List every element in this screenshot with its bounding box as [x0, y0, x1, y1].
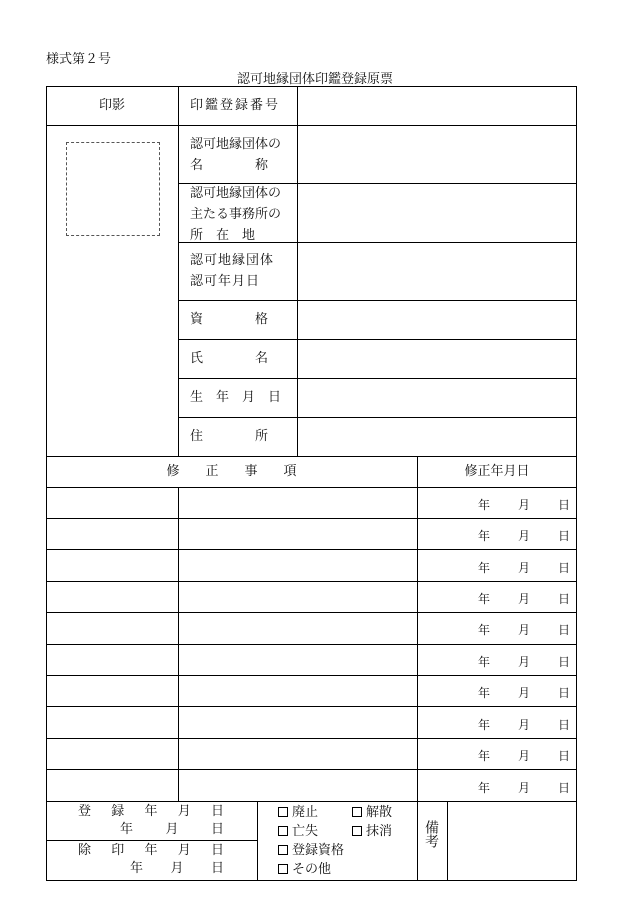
amendment-date-header: 修正年月日 — [464, 464, 530, 479]
removal-date-value: 年 月 日 — [130, 861, 224, 876]
org-office-label: 認可地縁団体の 主たる事務所の 所 在 地 — [190, 186, 282, 243]
checkbox-icon — [278, 845, 288, 855]
row-divider — [46, 644, 577, 645]
amendment-date-row: 年 月 日 — [478, 749, 570, 763]
amendment-items-header: 修 正 事 項 — [166, 464, 297, 479]
qualification-label: 資 格 — [190, 312, 269, 327]
amendment-date-row: 年 月 日 — [478, 718, 570, 732]
amendment-date-row: 年 月 日 — [478, 781, 570, 795]
reason-other[interactable]: その他 — [278, 860, 331, 879]
reason-loss[interactable]: 亡失 — [278, 822, 318, 841]
reason-dissolution[interactable]: 解散 — [352, 803, 392, 822]
form-title: 認可地縁団体印鑑登録原票 — [236, 72, 393, 87]
amendment-date-row: 年 月 日 — [478, 561, 570, 575]
row-divider — [46, 769, 577, 770]
remarks-value[interactable] — [448, 801, 577, 881]
amendment-date-row: 年 月 日 — [478, 686, 570, 700]
checkbox-icon — [352, 807, 362, 817]
amendment-date-row: 年 月 日 — [478, 529, 570, 543]
row-divider — [46, 487, 577, 488]
row-divider — [46, 125, 577, 126]
amendment-date-row: 年 月 日 — [478, 655, 570, 669]
amendment-date-row: 年 月 日 — [478, 498, 570, 512]
amendment-date-row: 年 月 日 — [478, 623, 570, 637]
name-label: 氏 名 — [190, 351, 269, 366]
row-divider — [46, 581, 577, 582]
checkbox-icon — [352, 826, 362, 836]
row-divider — [46, 840, 257, 841]
col-divider — [297, 86, 298, 456]
org-name-label: 認可地縁団体の 名 称 — [190, 137, 282, 173]
row-divider — [46, 706, 577, 707]
registration-date-label: 登 録 年 月 日 — [78, 804, 224, 819]
col-divider — [257, 801, 258, 881]
birth-date-label: 生 年 月 日 — [190, 390, 282, 405]
address-label: 住 所 — [190, 429, 269, 444]
row-divider — [46, 675, 577, 676]
reason-cancellation[interactable]: 抹消 — [352, 822, 392, 841]
removal-date-label: 除 印 年 月 日 — [78, 843, 224, 858]
col-divider — [178, 487, 179, 801]
row-divider — [46, 518, 577, 519]
amendment-date-row: 年 月 日 — [478, 592, 570, 606]
seal-impression-box — [66, 142, 160, 236]
checkbox-icon — [278, 864, 288, 874]
form-number: 様式第２号 — [46, 52, 112, 67]
checkbox-icon — [278, 826, 288, 836]
col-divider — [417, 456, 418, 881]
col-divider — [178, 86, 179, 456]
registration-date-value: 年 月 日 — [120, 822, 224, 837]
seal-reg-number-value[interactable] — [298, 86, 577, 125]
row-divider — [46, 612, 577, 613]
checkbox-icon — [278, 807, 288, 817]
reason-abolition[interactable]: 廃止 — [278, 803, 318, 822]
seal-impression-label: 印影 — [98, 98, 125, 113]
approval-date-label: 認可地縁団体 認可年月日 — [190, 253, 275, 289]
seal-reg-number-label: 印鑑登録番号 — [190, 98, 281, 113]
remarks-label: 備考 — [423, 820, 439, 848]
row-divider — [46, 738, 577, 739]
reason-reg-qualification[interactable]: 登録資格 — [278, 841, 344, 860]
row-divider — [46, 549, 577, 550]
